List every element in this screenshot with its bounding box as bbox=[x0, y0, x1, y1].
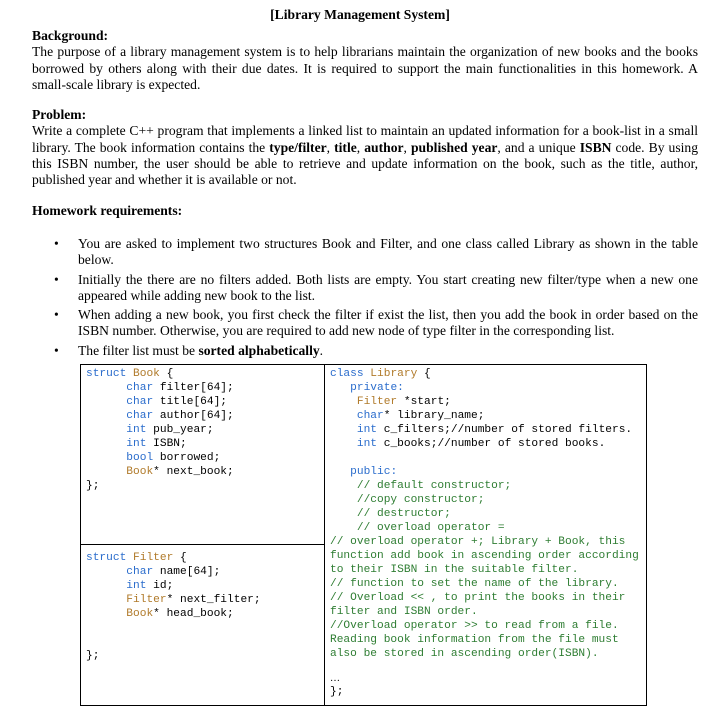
document-title: [Library Management System] bbox=[270, 7, 450, 22]
emph-isbn: ISBN bbox=[579, 139, 612, 155]
problem-section bbox=[32, 107, 698, 188]
filter-struct-close: }; bbox=[86, 650, 100, 662]
filter-struct-code: struct Filter { char name[64]; int id; Filter* next_filter; Book* head_book; bbox=[86, 552, 261, 620]
requirement-item: • The filter list must be sorted alphabetically. bbox=[54, 342, 324, 358]
problem-heading: Problem: bbox=[32, 107, 87, 122]
emph-author: author bbox=[364, 139, 404, 155]
ellipsis: … bbox=[330, 673, 340, 684]
emph-published-year: published year bbox=[411, 139, 498, 155]
background-text: The purpose of a library management system is to help librarians maintain the organization of new books and the books borrowed by others along with their due dates. It is required to support the main functionalities in this homework. A small-scale library is expected. bbox=[32, 44, 698, 92]
requirement-item: • You are asked to implement two structures Book and Filter, and one class called Library as shown in the table below. bbox=[54, 236, 698, 268]
background-section bbox=[32, 28, 698, 93]
code-table bbox=[80, 364, 647, 706]
requirements-list bbox=[32, 236, 698, 362]
bullet-icon: • bbox=[54, 342, 59, 358]
problem-text: Write a complete C++ program that implements a linked list to maintain an updated information for a book-list in a small library. The book information contains the type/filter, title, author, published year, and a unique ISBN code. By using this ISBN number, the user should be able to retrieve and update information on the book, such as the title, author, published year and whether it is available or not. bbox=[32, 123, 699, 188]
requirement-item: • When adding a new book, you first check the filter if exist the list, then you add the book in order based on the ISBN number. Otherwise, you are required to add new node of type filter in the corresponding list. bbox=[54, 307, 698, 339]
library-class-code: class Library { private: Filter *start; char* library_name; int c_filters;//number of stored filters. int c_books;//number of stored books. public: // default constructor; //copy constructor; // destructor; // overload operator = // overload operator +; Library + Book, this function add book in ascending order according to their ISBN in the suitable filter. // function to set the name of the library. // Overload << , to print the books in their filter and ISBN order. //Overload operator >> to read from a file. Reading book information from the file must also be stored in ascending order(ISBN). bbox=[330, 368, 639, 660]
emph-type-filter: type/filter bbox=[269, 139, 327, 155]
bullet-icon: • bbox=[54, 236, 59, 251]
bullet-icon: • bbox=[54, 271, 59, 287]
bullet-icon: • bbox=[54, 307, 59, 323]
emph-sorted-alphabetically: sorted alphabetically bbox=[198, 342, 320, 358]
library-class-close: }; bbox=[330, 686, 344, 698]
book-struct-code: struct Book { char filter[64]; char title[64]; char author[64]; int pub_year; int ISBN; bool borrowed; Book* next_book; }; bbox=[86, 368, 234, 492]
requirements-heading: Homework requirements: bbox=[32, 203, 183, 218]
emph-title: title bbox=[334, 139, 357, 155]
struct-divider bbox=[81, 544, 324, 545]
library-class-column bbox=[325, 365, 646, 705]
structs-column bbox=[81, 365, 325, 705]
requirement-item: • Initially the there are no filters added. Both lists are empty. You start creating new filter/type when a new one appeared while adding new book to the list. bbox=[54, 271, 698, 303]
background-heading: Background: bbox=[32, 28, 109, 43]
